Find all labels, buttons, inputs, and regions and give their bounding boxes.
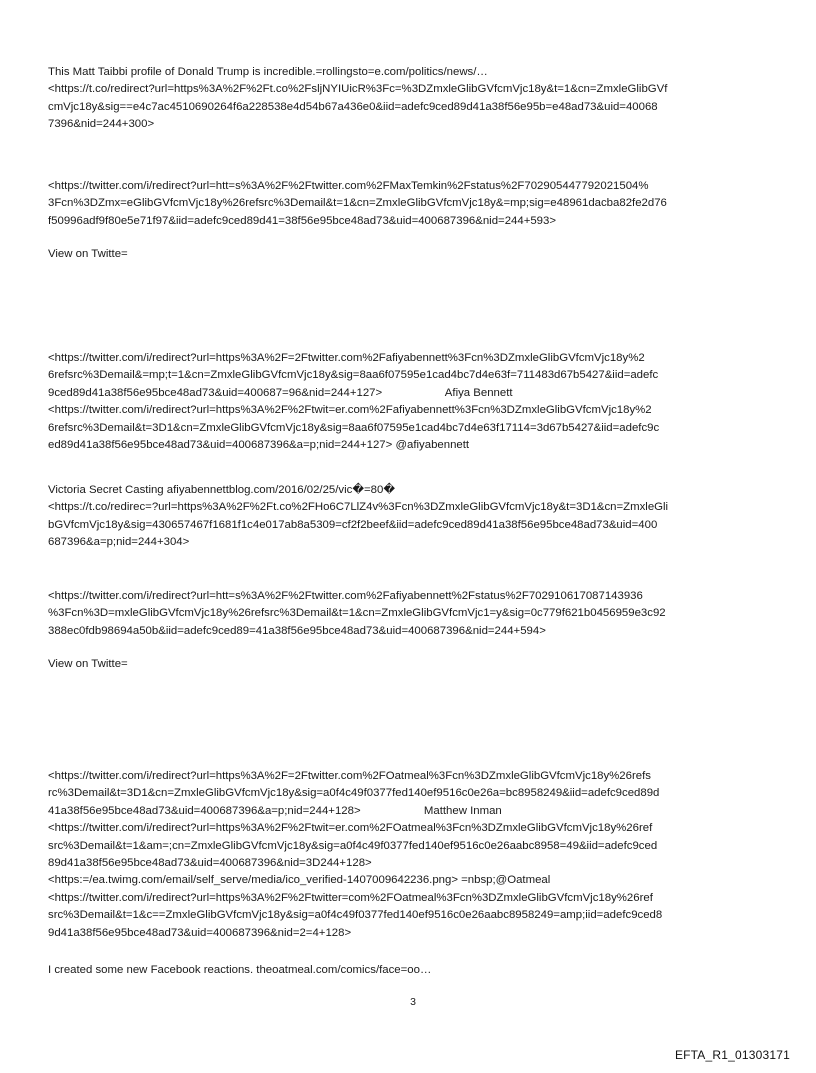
text-line: f50996adf9f80e5e71f97&iid=adefc9ced89d41=38f56e95bce48ad73&uid=400687396&nid=244+593>: [48, 214, 557, 227]
text-line: I created some new Facebook reactions. theoatmeal.com/comics/face=oo…: [48, 964, 432, 976]
text-line: <https://twitter.com/i/redirect?url=https%3A%2F=2Ftwitter.com%2FOatmeal%3Fcn%3DZmxleGlibGVfcmVjc18y%26refs: [48, 770, 651, 782]
document-page: [48, 0, 778, 1073]
text-line: <https://twitter.com/i/redirect?url=https%3A%2F%2Ftwitter=com%2FOatmeal%3Fcn%3DZmxleGlibGVfcmVjc18y%26ref: [48, 891, 653, 904]
text-line: %3Fcn%3D=mxleGlibGVfcmVjc18y%26refsrc%3Demail&t=1&cn=ZmxleGlibGVfcmVjc1=y&sig=0c779f621b0456959e3c92: [48, 607, 666, 620]
text-block-victoria-secret: [48, 482, 778, 552]
text-line: 7396&nid=244+300>: [48, 118, 155, 131]
text-line: 9d41a38f56e95bce48ad73&uid=400687396&nid=2=4+128>: [48, 926, 352, 939]
text-line: <https://twitter.com/i/redirect?url=https%3A%2F%2Ftwit=er.com%2Fafiyabennett%3Fcn%3DZmxleGlibGVfcmVjc18y%2: [48, 404, 652, 417]
text-line: bGVfcmVjc18y&sig=430657467f1681f1c4e017ab8a5309=cf2f2beef&iid=adefc9ced89d41a38f56e95bce48ad73&uid=400: [48, 518, 658, 531]
text-line: cmVjc18y&sig==e4c7ac4510690264f6a228538e4d54b67a436e0&iid=adefc9ced89d41a38f56e95b=e48ad73&uid=40068: [48, 100, 658, 113]
page-number: 3: [410, 996, 416, 1008]
document-id-footer: EFTA_R1_01303171: [674, 1048, 790, 1062]
text-line: View on Twitte=: [48, 248, 128, 260]
text-line: 388ec0fdb98694a50b&iid=adefc9ced89=41a38f56e95bce48ad73&uid=400687396&nid=244+594>: [48, 624, 546, 637]
text-line: Victoria Secret Casting afiyabennettblog.com/2016/02/25/vic�=80�: [48, 484, 396, 496]
text-line: 3Fcn%3DZmx=eGlibGVfcmVjc18y%26refsrc%3Demail&t=1&cn=ZmxleGlibGVfcmVjc18y&=mp;sig=e48961dacba82fe2d76: [48, 197, 667, 210]
text-line: src%3Demail&t=1&c==ZmxleGlibGVfcmVjc18y&sig=a0f4c49f0377fed140ef9516c0e26aabc8958249=amp;iid=adefc9ced8: [48, 909, 663, 922]
text-block-view-on-twitter-1: [48, 246, 778, 263]
text-line: 41a38f56e95bce48ad73&uid=400687396&a=p;nid=244+128> Matthew Inman: [48, 804, 502, 817]
text-line: 9ced89d41a38f56e95bce48ad73&uid=400687=96&nid=244+127> Afiya Bennett: [48, 386, 513, 399]
text-line: rc%3Demail&t=3D1&cn=ZmxleGlibGVfcmVjc18y&sig=a0f4c49f0377fed140ef9516c0e26a=bc8958249&iid=adefc9ced89d: [48, 787, 660, 800]
text-line: <https://t.co/redirect?url=https%3A%2F%2Ft.co%2FsljNYIUicR%3Fc=%3DZmxleGlibGVfcmVjc18y&t=1&cn=ZmxleGlibGVf: [48, 83, 668, 96]
text-line: View on Twitte=: [48, 658, 128, 670]
text-line: <https://twitter.com/i/redirect?url=https%3A%2F%2Ftwit=er.com%2FOatmeal%3Fcn%3DZmxleGlibGVfcmVjc18y%26ref: [48, 822, 653, 835]
text-line: <https://t.co/redirec=?url=https%3A%2F%2Ft.co%2FHo6C7LlZ4v%3Fcn%3DZmxleGlibGVfcmVjc18y&t=3D1&cn=ZmxleGli: [48, 501, 669, 514]
text-line: 6refsrc%3Demail&t=3D1&cn=ZmxleGlibGVfcmVjc18y&sig=8aa6f07595e1cad4bc7d4e63f17114=3d67b5427&iid=adefc9c: [48, 421, 660, 434]
text-line: 6refsrc%3Demail&=mp;t=1&cn=ZmxleGlibGVfcmVjc18y&sig=8aa6f07595e1cad4bc7d4e63f=711483d67b5427&iid=adefc: [48, 369, 659, 382]
text-line: <https://twitter.com/i/redirect?url=https%3A%2F=2Ftwitter.com%2Fafiyabennett%3Fcn%3DZmxleGlibGVfcmVjc18y%2: [48, 352, 645, 364]
text-block-view-on-twitter-2: [48, 656, 778, 673]
text-line: <https://twitter.com/i/redirect?url=htt=s%3A%2F%2Ftwitter.com%2FMaxTemkin%2Fstatus%2F702905447792021504%: [48, 180, 649, 192]
text-line: 687396&a=p;nid=244+304>: [48, 536, 190, 549]
text-line: ed89d41a38f56e95bce48ad73&uid=400687396&a=p;nid=244+127> @afiyabennett: [48, 439, 470, 452]
text-line: src%3Demail&t=1&am=;cn=ZmxleGlibGVfcmVjc18y&sig=a0f4c49f0377fed140ef9516c0e26aabc8958=49&iid=adefc9ced: [48, 839, 658, 852]
text-line: This Matt Taibbi profile of Donald Trump is incredible.=rollingsto=e.com/politics/news/…: [48, 66, 488, 78]
text-block-afiya-bennett: [48, 350, 778, 454]
text-block-taibbi: [48, 64, 778, 134]
text-line: 89d41a38f56e95bce48ad73&uid=400687396&nid=3D244+128>: [48, 857, 372, 870]
text-line: <https://twitter.com/i/redirect?url=htt=s%3A%2F%2Ftwitter.com%2Fafiyabennett%2Fstatus%2F702910617087143936: [48, 590, 643, 602]
text-line: <https:=/ea.twimg.com/email/self_serve/media/ico_verified-1407009642236.png> =nbsp;@Oatmeal: [48, 874, 551, 887]
text-block-maxtemkin-link: [48, 178, 778, 230]
text-block-afiya-status-link: [48, 588, 778, 640]
text-block-matthew-inman: [48, 768, 778, 942]
text-block-oatmeal-reactions: [48, 962, 778, 979]
